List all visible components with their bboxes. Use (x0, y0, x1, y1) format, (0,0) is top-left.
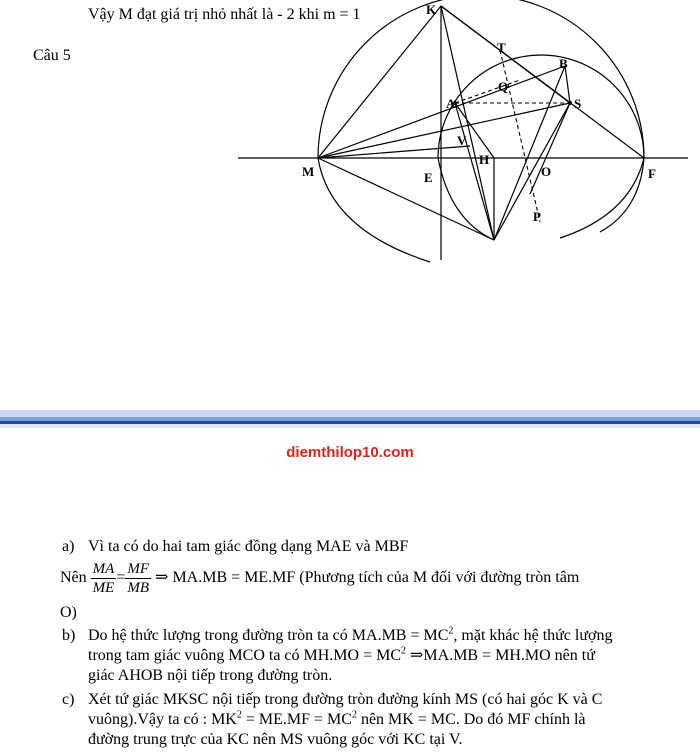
part-c-line2: vuông).Vậy ta có : $MK^2 = ME.MF = MC^2$ nên MK = MC. Do đó MF chính là (88, 709, 586, 728)
line-mh (318, 146, 470, 158)
line-s-o (530, 103, 570, 194)
label-e: E (424, 170, 433, 185)
part-a-text: Vì ta có do hai tam giác đồng dạng MAE và MBF (88, 538, 409, 555)
label-q: Q (498, 79, 509, 94)
question-label: Câu 5 (33, 47, 71, 64)
label-s: S (574, 96, 582, 111)
line-mc (318, 158, 494, 240)
part-a-label: a) (62, 538, 75, 555)
separator-bottom (0, 424, 700, 428)
line-ah (455, 103, 494, 158)
part-c-label: c) (62, 691, 75, 708)
circle-mf-lower-left (318, 158, 430, 262)
label-t: T (497, 40, 506, 55)
label-h: H (479, 152, 490, 167)
line-kc (441, 6, 494, 240)
label-a: A (446, 96, 456, 111)
power-of-point-text: ⇒ MA.MB = ME.MF (Phương tích của M đối với đường tròn tâm (155, 569, 580, 587)
part-b-line3: giác AHOB nội tiếp trong đường tròn. (88, 667, 333, 684)
part-a-tail: O) (60, 604, 77, 621)
circle-o-lower-right (560, 158, 644, 238)
part-b-label: b) (62, 627, 76, 644)
site-name: diemthilop10.com (286, 444, 414, 461)
part-a-formula: Nên $\frac{MA}{ME}$ = $\frac{MF}{MB}$ ⇒ MA.MB = ME.MF (Phương tích của M đối với đường tròn tâm (60, 561, 580, 596)
line-sc (494, 103, 570, 240)
label-o: O (541, 164, 552, 179)
label-b: B (559, 56, 568, 71)
separator-top (0, 410, 700, 417)
circle-o-lower-left (438, 158, 494, 240)
nen-word: Nên (60, 569, 87, 587)
label-v: V (457, 133, 467, 148)
part-c-line1: Xét tứ giác MKSC nội tiếp trong đường tròn đường kính MS (có hai góc K và C (88, 691, 603, 708)
circle-mf-lower-right (600, 158, 644, 232)
label-m: M (302, 164, 315, 179)
circle-o-upper (438, 55, 644, 158)
part-b-line1: Do hệ thức lượng trong đường tròn ta có $MA.MB = MC^2$, mặt khác hệ thức lượng (88, 625, 613, 644)
fraction-mf-mb: $\frac{MF}{MB}$ (127, 561, 150, 596)
label-p: P (533, 209, 541, 224)
part-b-line2: trong tam giác vuông MCO ta có $MH.MO = MC^2$ ⇒MA.MB = MH.MO nên tứ (88, 645, 595, 664)
circle-mf-upper (318, 0, 644, 158)
previous-conclusion: Vậy M đạt giá trị nhỏ nhất là - 2 khi m = 1 (88, 6, 361, 23)
label-f: F (648, 166, 656, 181)
part-c-line3: đường trung trực của KC nên MS vuông góc với KC tại V. (88, 731, 463, 748)
label-k: K (426, 2, 437, 17)
dashed-aq (455, 80, 520, 103)
line-bs (565, 66, 570, 103)
point-s-dot (568, 101, 572, 105)
fraction-ma-me: $\frac{MA}{ME}$ (92, 561, 115, 596)
